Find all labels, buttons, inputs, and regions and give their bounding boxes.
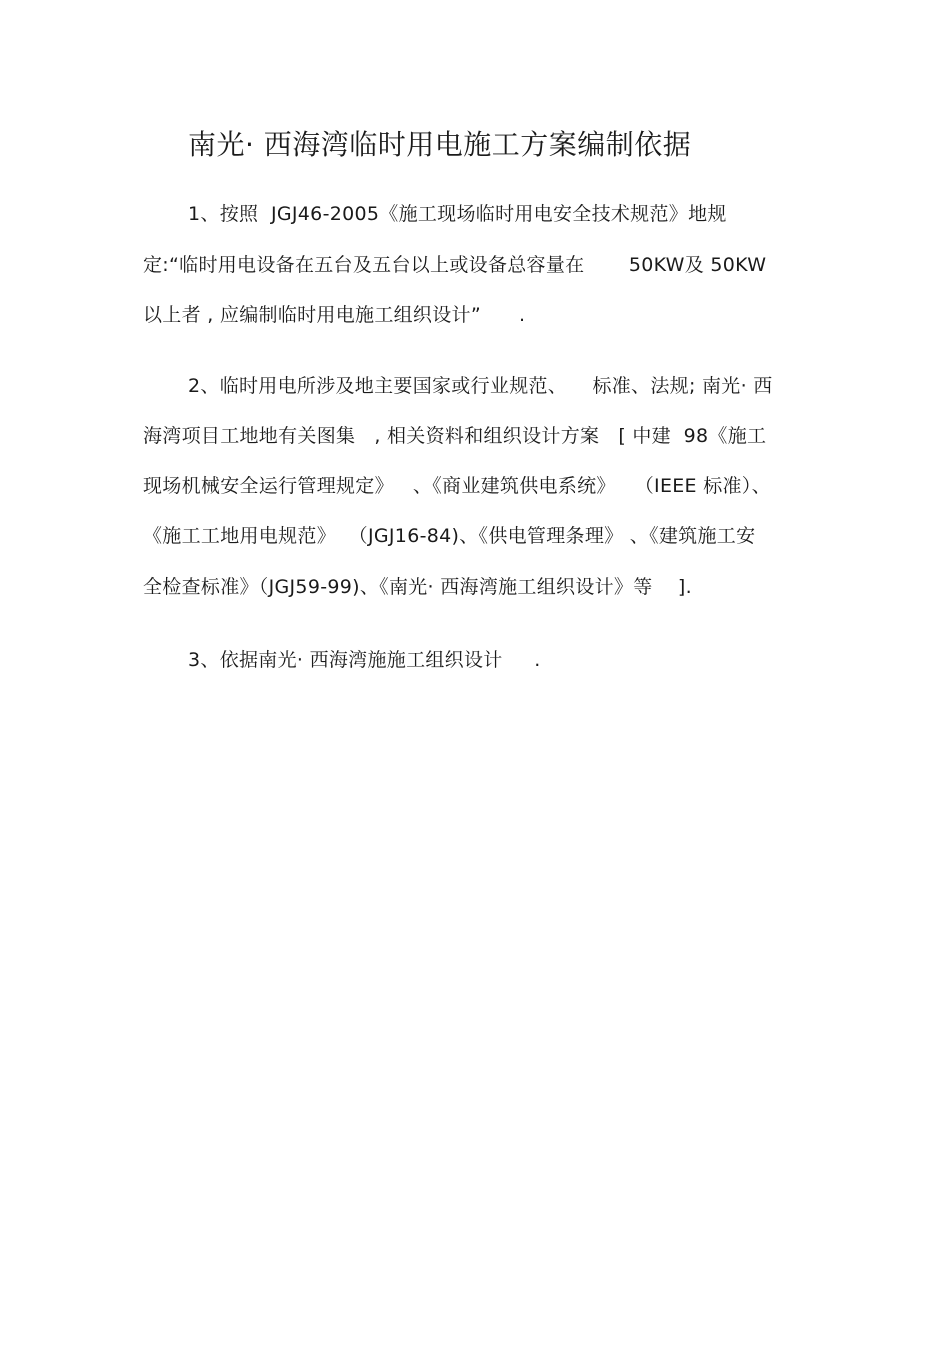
paragraph-1-line-3: 以上者 , 应编制临时用电施工组织设计” . (143, 304, 526, 326)
document-title: 南光· 西海湾临时用电施工方案编制依据 (188, 128, 692, 161)
paragraph-2-line-2: 海湾项目工地地有关图集 , 相关资料和组织设计方案 [ 中建 98《施工 (143, 425, 767, 447)
paragraph-2-line-3: 现场机械安全运行管理规定》 、《商业建筑供电系统》 （IEEE 标准）、 (143, 475, 771, 497)
paragraph-2-line-4: 《施工工地用电规范》 （JGJ16-84)、《供电管理条理》 、《建筑施工安 (143, 525, 756, 547)
paragraph-1-line-2: 定:“临时用电设备在五台及五台以上或设备总容量在 50KW及 50KW (143, 254, 767, 276)
paragraph-1-line-1: 1、按照 JGJ46-2005《施工现场临时用电安全技术规范》地规 (188, 203, 727, 225)
paragraph-3-line-1: 3、依据南光· 西海湾施施工组织设计 . (188, 649, 541, 671)
paragraph-2-line-5: 全检查标准》（JGJ59-99)、《南光· 西海湾施工组织设计》等 ]. (143, 576, 692, 598)
paragraph-2-line-1: 2、临时用电所涉及地主要国家或行业规范、 标准、法规; 南光· 西 (188, 375, 773, 397)
